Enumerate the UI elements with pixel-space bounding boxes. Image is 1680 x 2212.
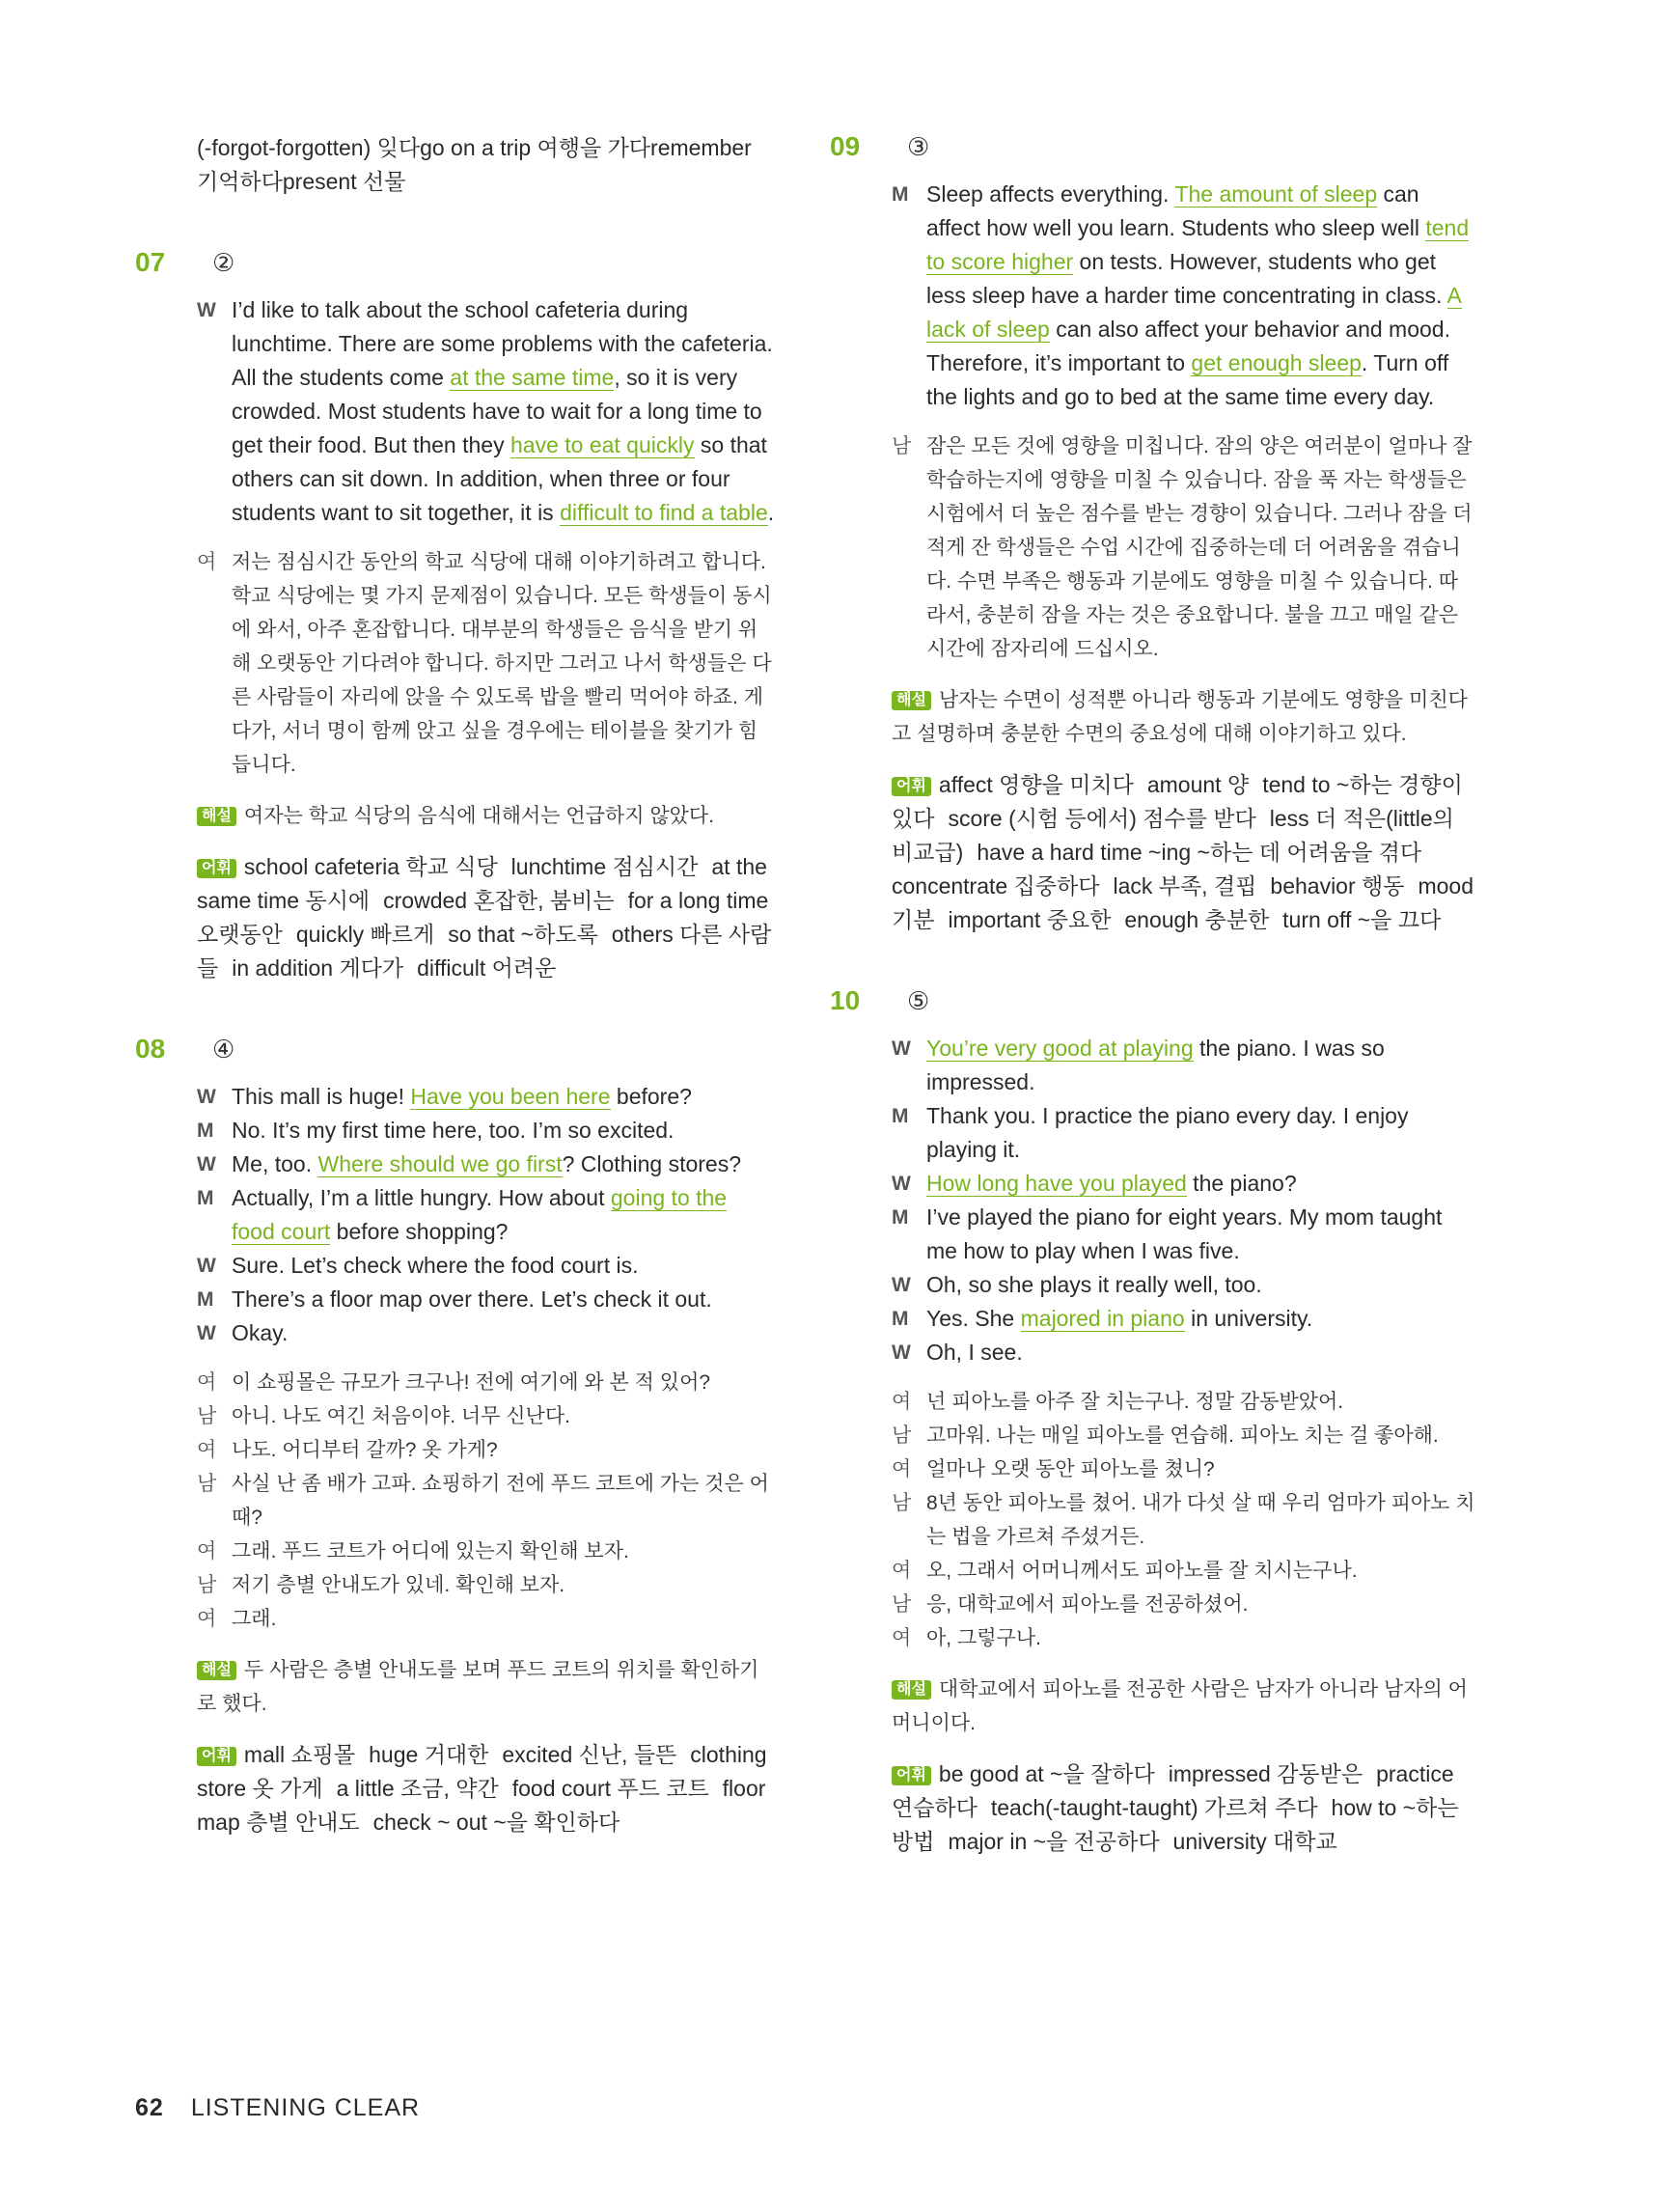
translation-line (892, 1486, 1476, 1554)
vocabulary-tag: 어휘 (197, 1747, 236, 1766)
right-column (830, 131, 1476, 1907)
vocab-item: tend to ~하는 경향이 있다 (892, 772, 1463, 831)
speaker-label: 여 (892, 1391, 912, 1413)
plain-text: ? Clothing stores? (562, 1151, 741, 1176)
vocab-item: how to ~하는 방법 (892, 1795, 1459, 1854)
translation-text: 저는 점심시간 동안의 학교 식당에 대해 이야기하려고 합니다. 학교 식당에는 몇 가지 문제점이 있습니다. 모든 학생들이 동시에 와서, 아주 혼잡합니다. 대부분의 학생들은 음식을 받기 위해 오랫동안 기다려야 합니다. 하지만 그러고 나서 학생들은 다른 사람들이 자리에 앉을 수 있도록 밥을 빨리 먹어야 하죠. 게다가, 서너 명이 함께 앉고 싶을 경우에는 테이블을 찾기가 힘듭니다. (232, 551, 772, 776)
vocabulary (197, 1738, 776, 1839)
speaker-label: W (197, 1255, 216, 1277)
script-line (197, 1283, 776, 1316)
vocab-item: university 대학교 (1172, 1829, 1337, 1854)
explanation (197, 799, 776, 833)
speaker-label: W (892, 1037, 911, 1060)
script-line (197, 293, 776, 530)
vocab-item: have a hard time ~ing ~하는 데 어려움을 겪다 (977, 840, 1422, 865)
english-script (197, 1080, 776, 1350)
translation-line (892, 1452, 1476, 1486)
explanation-text: 여자는 학교 식당의 음식에 대해서는 언급하지 않았다. (243, 805, 715, 827)
plain-text: Oh, I see. (926, 1340, 1023, 1365)
vocab-item: a little 조금, 약간 (336, 1776, 499, 1801)
speaker-label: W (892, 1274, 911, 1296)
blank-answer: get enough sleep (1191, 350, 1362, 375)
script-line (197, 1114, 776, 1147)
vocab-item: check ~ out ~을 확인하다 (372, 1810, 620, 1835)
vocab-item: so that ~하도록 (448, 922, 598, 947)
explanation-tag: 해설 (892, 1680, 931, 1700)
english-script (892, 1032, 1476, 1369)
vocab-item: enough 충분한 (1124, 907, 1270, 932)
vocab-item: lack 부족, 결핍 (1113, 873, 1257, 899)
vocab-item: score (시험 등에서) 점수를 받다 (948, 806, 1256, 831)
question-07 (135, 247, 776, 985)
vocab-item: quickly 빠르게 (295, 922, 435, 947)
script-line (197, 1249, 776, 1283)
vocab-item: remember 기억하다 (197, 135, 752, 194)
vocab-item: present 선물 (282, 169, 406, 194)
answer-mark: ⑤ (907, 985, 930, 1015)
vocab-item: important 중요한 (948, 907, 1112, 932)
script-line (892, 1032, 1476, 1099)
translation-text: 아니. 나도 여긴 처음이야. 너무 신난다. (232, 1405, 570, 1427)
translation-line (892, 1385, 1476, 1419)
plain-text: Okay. (232, 1320, 289, 1345)
translation-text: 이 쇼핑몰은 규모가 크구나! 전에 여기에 와 본 적 있어? (232, 1371, 711, 1394)
script-text (926, 1201, 1476, 1268)
question-number: 08 (135, 1034, 166, 1064)
script-line (892, 178, 1476, 414)
speaker-label: 남 (197, 1473, 217, 1495)
vocab-item: amount 양 (1146, 772, 1250, 797)
script-text (926, 1099, 1476, 1167)
translation-line (197, 545, 776, 782)
speaker-label: 남 (892, 1593, 912, 1616)
speaker-label: 남 (197, 1405, 217, 1427)
question-header (830, 985, 1476, 1016)
question-08 (135, 1034, 776, 1839)
vocab-item: mood 기분 (892, 873, 1474, 932)
vocab-item: concentrate 집중하다 (892, 873, 1100, 899)
speaker-label: 남 (892, 1492, 912, 1514)
english-script (197, 293, 776, 530)
vocab-item: teach(-taught-taught) 가르쳐 주다 (990, 1795, 1318, 1820)
vocab-item: major in ~을 전공하다 (948, 1829, 1160, 1854)
plain-text: Me, too. (232, 1151, 318, 1176)
script-line (197, 1147, 776, 1181)
translation-line (892, 1554, 1476, 1588)
script-line (197, 1181, 776, 1249)
plain-text: can affect how well you learn. Students who sleep well (926, 181, 1426, 240)
plain-text: . Turn off the lights and go to bed at the same time every day. (926, 350, 1449, 409)
speaker-label: W (892, 1173, 911, 1195)
vocabulary (892, 768, 1476, 937)
answer-mark: ② (212, 247, 235, 277)
plain-text: before shopping? (330, 1219, 509, 1244)
speaker-label: 남 (892, 1424, 912, 1447)
english-script (892, 178, 1476, 414)
script-text (232, 1147, 776, 1181)
translation-text: 아, 그렇구나. (926, 1627, 1041, 1649)
speaker-label: 여 (892, 1458, 912, 1480)
script-line (197, 1316, 776, 1350)
blank-answer: Have you been here (410, 1084, 611, 1109)
script-line (197, 1080, 776, 1114)
vocab-item: lunchtime 점심시간 (510, 854, 699, 879)
plain-text: I’ve played the piano for eight years. My mom taught me how to play when I was five. (926, 1204, 1443, 1263)
korean-translation (197, 545, 776, 782)
plain-text: in university. (1184, 1306, 1313, 1331)
translation-text: 응, 대학교에서 피아노를 전공하셨어. (926, 1593, 1249, 1616)
page-number: 62 (135, 2094, 164, 2121)
translation-line (892, 1588, 1476, 1621)
vocab-item: crowded 혼잡한, 붐비는 (383, 888, 615, 913)
translation-line (197, 1433, 776, 1467)
speaker-label: 여 (197, 1439, 217, 1461)
speaker-label: M (197, 1187, 214, 1209)
blank-answer: have to eat quickly (510, 432, 695, 457)
script-text (232, 1249, 776, 1283)
translation-text: 오, 그래서 어머니께서도 피아노를 잘 치시는구나. (926, 1560, 1358, 1582)
speaker-label: 남 (197, 1574, 217, 1596)
plain-text: Oh, so she plays it really well, too. (926, 1272, 1262, 1297)
explanation-tag: 해설 (892, 691, 931, 710)
plain-text: the piano. I was so impressed. (926, 1036, 1385, 1094)
speaker-label: M (892, 183, 909, 206)
vocab-item: school cafeteria 학교 식당 (243, 854, 498, 879)
blank-answer: The amount of sleep (1174, 181, 1378, 207)
plain-text: Yes. She (926, 1306, 1021, 1331)
blank-answer: difficult to find a table (560, 500, 768, 525)
korean-translation (892, 1385, 1476, 1655)
speaker-label: 여 (892, 1627, 912, 1649)
translation-line (197, 1366, 776, 1399)
vocab-item: clothing store 옷 가게 (197, 1742, 767, 1801)
korean-translation (892, 429, 1476, 666)
speaker-label: M (197, 1120, 214, 1142)
translation-line (197, 1602, 776, 1636)
translation-line (197, 1467, 776, 1535)
script-line (892, 1201, 1476, 1268)
left-column (135, 131, 776, 1888)
speaker-label: 여 (197, 551, 217, 573)
speaker-label: W (197, 1153, 216, 1175)
explanation (197, 1653, 776, 1721)
vocab-item: in addition 게다가 (232, 955, 404, 981)
script-text (926, 178, 1476, 414)
translation-text: 나도. 어디부터 갈까? 옷 가게? (232, 1439, 498, 1461)
script-text (926, 1336, 1476, 1369)
blank-answer: You’re very good at playing (926, 1036, 1194, 1061)
vocab-item: go on a trip 여행을 가다 (420, 135, 651, 160)
speaker-label: W (892, 1341, 911, 1364)
plain-text: Sure. Let’s check where the food court is. (232, 1253, 639, 1278)
speaker-label: 여 (197, 1371, 217, 1394)
question-number: 07 (135, 247, 166, 277)
script-text (232, 1283, 776, 1316)
script-text (926, 1302, 1476, 1336)
translation-line (197, 1568, 776, 1602)
plain-text: the piano? (1186, 1171, 1297, 1196)
plain-text: Actually, I’m a little hungry. How about (232, 1185, 611, 1210)
translation-line (197, 1399, 776, 1433)
blank-answer: A lack of sleep (926, 283, 1462, 342)
translation-text: 얼마나 오랫 동안 피아노를 쳤니? (926, 1458, 1215, 1480)
translation-text: 넌 피아노를 아주 잘 치는구나. 정말 감동받았어. (926, 1391, 1344, 1413)
translation-text: 고마워. 나는 매일 피아노를 연습해. 피아노 치는 걸 좋아해. (926, 1424, 1439, 1447)
question-header (135, 247, 776, 278)
script-text (232, 1316, 776, 1350)
plain-text: before? (610, 1084, 692, 1109)
blank-answer: tend to score higher (926, 215, 1470, 274)
question-number: 09 (830, 131, 861, 161)
vocabulary-tag: 어휘 (892, 777, 931, 796)
vocab-item: at the same time 동시에 (197, 854, 767, 913)
speaker-label: M (892, 1206, 909, 1229)
vocabulary-tag: 어휘 (197, 859, 236, 878)
speaker-label: 남 (892, 435, 912, 457)
translation-line (197, 1535, 776, 1568)
blank-answer: going to the food court (232, 1185, 728, 1244)
plain-text: There’s a floor map over there. Let’s check it out. (232, 1286, 712, 1312)
vocab-item: impressed 감동받은 (1168, 1761, 1363, 1786)
translation-text: 그래. (232, 1608, 277, 1630)
speaker-label: 여 (892, 1560, 912, 1582)
vocab-item: affect 영향을 미치다 (938, 772, 1134, 797)
blank-answer: at the same time (450, 365, 615, 390)
script-text (926, 1167, 1476, 1201)
vocab-item: mall 쇼핑몰 (243, 1742, 356, 1767)
script-text (926, 1268, 1476, 1302)
translation-line (892, 1419, 1476, 1452)
plain-text: This mall is huge! (232, 1084, 411, 1109)
translation-line (892, 1621, 1476, 1655)
vocab-item: less 더 적은(little의 비교급) (892, 806, 1454, 865)
blank-answer: majored in piano (1020, 1306, 1185, 1331)
book-title: LISTENING CLEAR (190, 2094, 421, 2121)
vocabulary-tag: 어휘 (892, 1766, 931, 1785)
script-text (232, 1181, 776, 1249)
explanation-text: 남자는 수면이 성적뿐 아니라 행동과 기분에도 영향을 미친다고 설명하며 충분한 수면의 중요성에 대해 이야기하고 있다. (892, 689, 1468, 745)
question-number: 10 (830, 985, 861, 1015)
explanation (892, 1673, 1476, 1740)
answer-mark: ③ (907, 131, 930, 161)
page-footer (135, 2094, 420, 2122)
speaker-label: 여 (197, 1608, 217, 1630)
script-text (232, 293, 776, 530)
vocabulary (892, 1757, 1476, 1859)
blank-answer: Where should we go first (317, 1151, 563, 1176)
plain-text: Thank you. I practice the piano every day. I enjoy playing it. (926, 1103, 1409, 1162)
blank-answer: How long have you played (926, 1171, 1187, 1196)
vocab-item: turn off ~을 끄다 (1282, 907, 1442, 932)
script-line (892, 1099, 1476, 1167)
plain-text: so that others can sit down. In addition, when three or four students want to sit together, it is (232, 432, 767, 525)
translation-text: 잠은 모든 것에 영향을 미칩니다. 잠의 양은 여러분이 얼마나 잘 학습하는지에 영향을 미칠 수 있습니다. 잠을 푹 자는 학생들은 시험에서 더 높은 점수를 받는 경향이 있습니다. 그러나 잠을 더 적게 잔 학생들은 수업 시간에 집중하는데 더 어려움을 겪습니다. 수면 부족은 행동과 기분에도 영향을 미칠 수 있습니다. 따라서, 충분히 잠을 자는 것은 중요합니다. 불을 끄고 매일 같은 시간에 잠자리에 드십시오. (926, 435, 1473, 660)
vocab-item: practice 연습하다 (892, 1761, 1454, 1820)
plain-text: No. It’s my first time here, too. I’m so excited. (232, 1118, 675, 1143)
vocab-item: for a long time 오랫동안 (197, 888, 769, 947)
vocab-item: (-forgot-forgotten) 잊다 (197, 135, 421, 160)
explanation-text: 두 사람은 층별 안내도를 보며 푸드 코트의 위치를 확인하기로 했다. (197, 1659, 759, 1715)
vocab-item: food court 푸드 코트 (511, 1776, 709, 1801)
speaker-label: M (197, 1288, 214, 1311)
speaker-label: W (197, 299, 216, 321)
plain-text: can also affect your behavior and mood. Therefore, it’s important to (926, 317, 1450, 375)
plain-text: I’d like to talk about the school cafeteria during lunchtime. There are some problems with the cafeteria. All the students come (232, 297, 773, 390)
explanation-tag: 해설 (197, 1661, 236, 1680)
script-line (892, 1268, 1476, 1302)
translation-text: 8년 동안 피아노를 쳤어. 내가 다섯 살 때 우리 엄마가 피아노 치는 법을 가르쳐 주셨거든. (926, 1492, 1475, 1548)
script-line (892, 1302, 1476, 1336)
explanation (892, 683, 1476, 751)
plain-text: . (767, 500, 775, 525)
translation-text: 그래. 푸드 코트가 어디에 있는지 확인해 보자. (232, 1540, 629, 1562)
plain-text: Sleep affects everything. (926, 181, 1175, 207)
vocabulary (197, 850, 776, 985)
translation-text: 저기 층별 안내도가 있네. 확인해 보자. (232, 1574, 565, 1596)
vocab-item: difficult 어려운 (417, 955, 557, 981)
script-line (892, 1336, 1476, 1369)
script-text (926, 1032, 1476, 1099)
speaker-label: M (892, 1308, 909, 1330)
script-text (232, 1080, 776, 1114)
question-header (135, 1034, 776, 1065)
answer-mark: ④ (212, 1034, 235, 1064)
explanation-tag: 해설 (197, 807, 236, 826)
vocab-item: floor map 층별 안내도 (197, 1776, 766, 1835)
vocab-item: excited 신난, 들뜬 (502, 1742, 677, 1767)
script-text (232, 1114, 776, 1147)
vocab-item: be good at ~을 잘하다 (938, 1761, 1155, 1786)
vocab-item: behavior 행동 (1270, 873, 1405, 899)
plain-text: on tests. However, students who get less sleep have a harder time concentrating in class. (926, 249, 1447, 308)
speaker-label: W (197, 1086, 216, 1108)
korean-translation (197, 1366, 776, 1636)
speaker-label: 여 (197, 1540, 217, 1562)
question-header (830, 131, 1476, 162)
translation-text: 사실 난 좀 배가 고파. 쇼핑하기 전에 푸드 코트에 가는 것은 어때? (232, 1473, 769, 1529)
question-10 (830, 985, 1476, 1859)
translation-line (892, 429, 1476, 666)
plain-text: , so it is very crowded. Most students have to wait for a long time to get their food. But then they (232, 365, 762, 457)
speaker-label: W (197, 1322, 216, 1344)
vocab-item: others 다른 사람들 (197, 922, 772, 981)
question-09 (830, 131, 1476, 937)
explanation-text: 대학교에서 피아노를 전공한 사람은 남자가 아니라 남자의 어머니이다. (892, 1678, 1468, 1734)
script-line (892, 1167, 1476, 1201)
vocab-item: huge 거대한 (369, 1742, 489, 1767)
speaker-label: M (892, 1105, 909, 1127)
vocab-continued (197, 131, 776, 199)
